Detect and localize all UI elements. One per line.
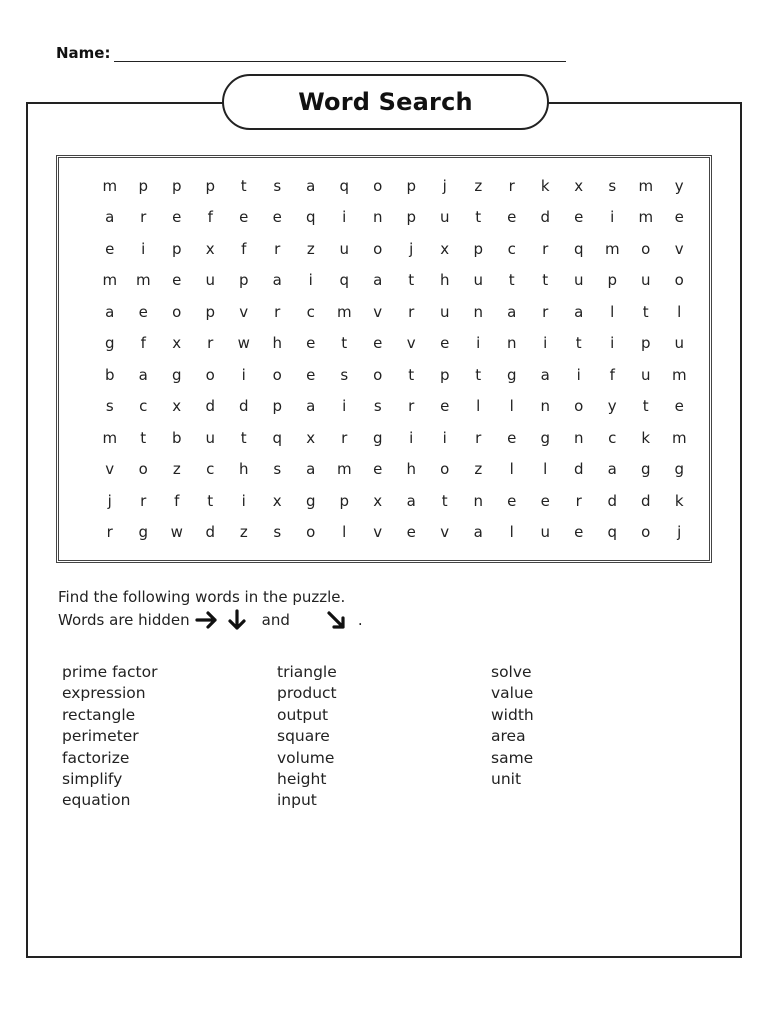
grid-cell: m	[135, 271, 151, 290]
page-title: Word Search	[298, 88, 473, 116]
grid-cell: t	[542, 271, 549, 290]
word-item: prime factor	[62, 663, 158, 681]
grid-cell: x	[205, 239, 215, 258]
grid-cell: d	[540, 208, 551, 227]
grid-cell: m	[671, 365, 687, 384]
grid-cell: t	[341, 334, 348, 353]
grid-cell: c	[507, 239, 516, 258]
grid-cell: k	[674, 491, 684, 510]
grid-cell: m	[336, 302, 352, 321]
grid-cell: i	[241, 491, 246, 510]
grid-cell: t	[508, 271, 515, 290]
grid-cell: z	[474, 460, 483, 479]
word-item: value	[491, 684, 534, 703]
grid-cell: e	[138, 302, 148, 321]
grid-cell: p	[205, 176, 216, 195]
grid-cell: p	[406, 208, 417, 227]
grid-cell: a	[507, 302, 517, 321]
word-item: area	[491, 727, 526, 746]
grid-cell: o	[306, 523, 316, 542]
grid-cell: i	[409, 428, 414, 447]
grid-cell: s	[273, 460, 282, 479]
grid-cell: m	[102, 271, 118, 290]
grid-cell: p	[473, 239, 484, 258]
grid-cell: f	[140, 334, 146, 353]
grid-cell: e	[574, 523, 584, 542]
grid-cell: r	[408, 302, 415, 321]
grid-cell: e	[172, 271, 182, 290]
word-item: square	[277, 727, 330, 746]
grid-cell: c	[139, 397, 148, 416]
grid-cell: l	[342, 523, 347, 542]
grid-cell: e	[440, 397, 450, 416]
word-item: solve	[491, 663, 532, 681]
grid-cell: a	[306, 460, 316, 479]
grid-cell: d	[607, 491, 618, 510]
grid-cell: s	[105, 397, 114, 416]
grid-cell: k	[641, 428, 651, 447]
grid-cell: q	[339, 176, 350, 195]
grid-cell: u	[640, 271, 651, 290]
grid-cell: t	[240, 428, 247, 447]
grid-cell: a	[473, 523, 483, 542]
grid-cell: f	[207, 208, 213, 227]
grid-cell: h	[238, 460, 249, 479]
grid-cell: e	[306, 334, 316, 353]
grid-cell: i	[576, 365, 581, 384]
grid-cell: e	[674, 208, 684, 227]
grid-cell: p	[607, 271, 618, 290]
grid-cell: l	[476, 397, 481, 416]
grid-cell: r	[575, 491, 582, 510]
grid-cell: u	[205, 271, 215, 290]
grid-cell: r	[475, 428, 482, 447]
grid-cell: a	[373, 271, 383, 290]
grid-cell: a	[272, 271, 282, 290]
grid-cell: e	[507, 428, 517, 447]
grid-cell: u	[640, 365, 651, 384]
grid-cell: q	[305, 208, 316, 227]
grid-cell: a	[306, 397, 316, 416]
grid-cell: o	[138, 460, 148, 479]
grid-cell: a	[105, 302, 115, 321]
grid-cell: p	[138, 176, 149, 195]
word-item: rectangle	[62, 705, 136, 724]
grid-cell: l	[509, 523, 514, 542]
grid-cell: g	[305, 491, 316, 510]
grid-cell: n	[473, 302, 483, 321]
grid-cell: r	[140, 491, 147, 510]
grid-cell: d	[205, 397, 216, 416]
instructions-line-2	[58, 608, 658, 632]
grid-cell: g	[640, 460, 651, 479]
grid-cell: p	[406, 176, 417, 195]
grid-cell: g	[104, 334, 115, 353]
grid-cell: p	[272, 397, 283, 416]
grid-cell: x	[373, 491, 383, 510]
grid-cell: i	[241, 365, 246, 384]
grid-cell: q	[272, 428, 283, 447]
grid-cell: w	[170, 523, 183, 542]
grid-cell: e	[172, 208, 182, 227]
grid-cell: o	[574, 397, 584, 416]
grid-cell: o	[440, 460, 450, 479]
grid-cell: m	[336, 460, 352, 479]
grid-cell: h	[406, 460, 416, 479]
grid-cell: e	[105, 239, 115, 258]
grid-cell: y	[607, 397, 617, 416]
grid-cell: d	[238, 397, 249, 416]
grid-cell: g	[171, 365, 182, 384]
word-item: triangle	[277, 663, 337, 681]
grid-cell: v	[674, 239, 684, 258]
grid-cell: m	[102, 428, 118, 447]
grid-cell: x	[440, 239, 450, 258]
grid-cell: s	[340, 365, 349, 384]
grid-cell: i	[543, 334, 548, 353]
grid-cell: n	[372, 208, 383, 227]
word-item: height	[277, 770, 327, 789]
grid-cell: h	[439, 271, 450, 290]
grid-cell: a	[306, 176, 316, 195]
grid-cell: m	[638, 208, 654, 227]
grid-cell: t	[408, 365, 415, 384]
grid-cell: g	[138, 523, 149, 542]
grid-cell: e	[540, 491, 550, 510]
word-item: input	[277, 791, 317, 810]
grid-cell: j	[409, 239, 414, 258]
name-line[interactable]	[114, 47, 566, 62]
grid-cell: a	[105, 208, 115, 227]
grid-cell: t	[408, 271, 415, 290]
grid-cell: r	[542, 239, 549, 258]
and-text: and	[261, 611, 290, 629]
grid-cell: v	[373, 302, 383, 321]
grid-cell: q	[339, 271, 350, 290]
grid-cell: u	[205, 428, 215, 447]
grid-cell: c	[608, 428, 617, 447]
grid-cell: i	[342, 208, 347, 227]
grid-cell: l	[543, 460, 548, 479]
grid-cell: a	[540, 365, 550, 384]
down-right-arrow-icon	[324, 609, 350, 631]
grid-cell: g	[372, 428, 383, 447]
grid-cell: n	[506, 334, 517, 353]
grid-cell: e	[574, 208, 584, 227]
grid-cell: i	[342, 397, 347, 416]
grid-cell: e	[373, 460, 383, 479]
grid-cell: u	[473, 271, 483, 290]
grid-cell: p	[640, 334, 651, 353]
grid-cell: e	[239, 208, 249, 227]
grid-cell: a	[138, 365, 148, 384]
grid-cell: d	[205, 523, 216, 542]
instructions-period: .	[357, 611, 363, 629]
grid-cell: u	[439, 208, 450, 227]
grid-cell: s	[608, 176, 617, 195]
grid-cell: s	[273, 176, 282, 195]
grid-cell: m	[102, 176, 118, 195]
grid-cell: l	[509, 460, 514, 479]
grid-cell: w	[237, 334, 250, 353]
grid-cell: g	[540, 428, 551, 447]
letter-grid	[93, 170, 693, 554]
grid-cell: r	[341, 428, 348, 447]
name-row	[56, 38, 566, 62]
word-item: product	[277, 684, 337, 703]
grid-cell: p	[439, 365, 450, 384]
grid-cell: u	[573, 271, 584, 290]
grid-cell: f	[609, 365, 615, 384]
grid-cell: e	[507, 208, 517, 227]
grid-cell: r	[542, 302, 549, 321]
grid-cell: x	[306, 428, 316, 447]
grid-cell: t	[475, 365, 482, 384]
grid-cell: b	[171, 428, 182, 447]
grid-cell: i	[610, 208, 615, 227]
grid-cell: f	[241, 239, 247, 258]
grid-cell: i	[610, 334, 615, 353]
grid-cell: t	[575, 334, 582, 353]
grid-cell: e	[373, 334, 383, 353]
grid-cell: n	[573, 428, 584, 447]
grid-cell: o	[641, 523, 651, 542]
grid-cell: v	[406, 334, 416, 353]
right-arrow-icon	[194, 609, 220, 631]
puzzle-box	[56, 155, 712, 563]
grid-cell: v	[373, 523, 383, 542]
grid-cell: o	[373, 365, 383, 384]
grid-cell: t	[642, 302, 649, 321]
grid-cell: l	[509, 397, 514, 416]
word-item: simplify	[62, 770, 123, 789]
grid-cell: j	[442, 176, 447, 195]
grid-cell: p	[205, 302, 216, 321]
grid-cell: o	[641, 239, 651, 258]
grid-cell: v	[440, 523, 450, 542]
grid-cell: a	[406, 491, 416, 510]
grid-cell: e	[306, 365, 316, 384]
grid-cell: p	[171, 239, 182, 258]
grid-cell: q	[607, 523, 618, 542]
name-label: Name:	[56, 44, 111, 62]
grid-cell: z	[474, 176, 483, 195]
grid-cell: e	[674, 397, 684, 416]
grid-cell: s	[273, 523, 282, 542]
grid-cell: n	[540, 397, 550, 416]
instructions-line-1: Find the following words in the puzzle.	[58, 588, 346, 606]
grid-cell: x	[172, 397, 182, 416]
grid-cell: m	[638, 176, 654, 195]
grid-cell: t	[642, 397, 649, 416]
word-item: equation	[62, 791, 131, 810]
grid-cell: i	[308, 271, 313, 290]
grid-cell: t	[140, 428, 147, 447]
grid-cell: a	[574, 302, 584, 321]
grid-cell: f	[174, 491, 180, 510]
grid-cell: i	[442, 428, 447, 447]
grid-cell: o	[205, 365, 215, 384]
grid-cell: t	[441, 491, 448, 510]
grid-cell: y	[674, 176, 684, 195]
grid-cell: v	[105, 460, 115, 479]
grid-cell: z	[239, 523, 248, 542]
word-list-column-1	[62, 662, 158, 812]
grid-cell: u	[339, 239, 349, 258]
grid-cell: o	[373, 176, 383, 195]
grid-cell: i	[476, 334, 481, 353]
grid-cell: u	[540, 523, 550, 542]
grid-cell: u	[439, 302, 450, 321]
grid-cell: t	[475, 208, 482, 227]
grid-cell: e	[507, 491, 517, 510]
grid-cell: t	[207, 491, 214, 510]
word-item: output	[277, 705, 329, 724]
grid-cell: r	[274, 239, 281, 258]
grid-cell: x	[574, 176, 584, 195]
grid-cell: j	[107, 491, 112, 510]
word-item: expression	[62, 684, 146, 703]
word-list-column-3	[491, 662, 534, 790]
grid-cell: c	[206, 460, 215, 479]
grid-cell: z	[306, 239, 315, 258]
grid-cell: m	[671, 428, 687, 447]
grid-cell: l	[610, 302, 615, 321]
grid-cell: d	[573, 460, 584, 479]
grid-cell: k	[540, 176, 550, 195]
grid-cell: o	[172, 302, 182, 321]
grid-cell: x	[172, 334, 182, 353]
grid-cell: r	[140, 208, 147, 227]
grid-cell: o	[272, 365, 282, 384]
grid-cell: d	[640, 491, 651, 510]
grid-cell: r	[106, 523, 113, 542]
word-item: perimeter	[62, 727, 139, 746]
grid-cell: g	[506, 365, 517, 384]
title-banner	[222, 74, 549, 130]
grid-cell: t	[240, 176, 247, 195]
grid-cell: x	[272, 491, 282, 510]
grid-cell: o	[373, 239, 383, 258]
grid-cell: m	[604, 239, 620, 258]
grid-cell: o	[674, 271, 684, 290]
instructions-prefix: Words are hidden	[58, 611, 190, 629]
grid-cell: p	[238, 271, 249, 290]
word-item: same	[491, 748, 534, 767]
grid-cell: z	[172, 460, 181, 479]
grid-cell: s	[373, 397, 382, 416]
grid-cell: j	[677, 523, 682, 542]
down-arrow-icon	[224, 609, 250, 631]
grid-cell: p	[339, 491, 350, 510]
word-item: volume	[277, 748, 335, 767]
grid-cell: p	[171, 176, 182, 195]
grid-cell: n	[473, 491, 483, 510]
word-item: factorize	[62, 748, 130, 767]
grid-cell: e	[272, 208, 282, 227]
grid-cell: v	[239, 302, 249, 321]
grid-cell: u	[674, 334, 684, 353]
grid-cell: e	[406, 523, 416, 542]
grid-cell: a	[607, 460, 617, 479]
grid-cell: r	[408, 397, 415, 416]
grid-cell: i	[141, 239, 146, 258]
word-list-column-2	[277, 662, 337, 812]
grid-cell: q	[573, 239, 584, 258]
grid-cell: r	[207, 334, 214, 353]
grid-cell: g	[674, 460, 685, 479]
grid-cell: e	[440, 334, 450, 353]
word-item: unit	[491, 770, 522, 789]
grid-cell: r	[274, 302, 281, 321]
instructions	[58, 586, 658, 632]
word-item: width	[491, 705, 534, 724]
grid-cell: h	[272, 334, 282, 353]
grid-cell: l	[677, 302, 682, 321]
grid-cell: b	[104, 365, 115, 384]
grid-cell: r	[508, 176, 515, 195]
grid-cell: c	[306, 302, 315, 321]
